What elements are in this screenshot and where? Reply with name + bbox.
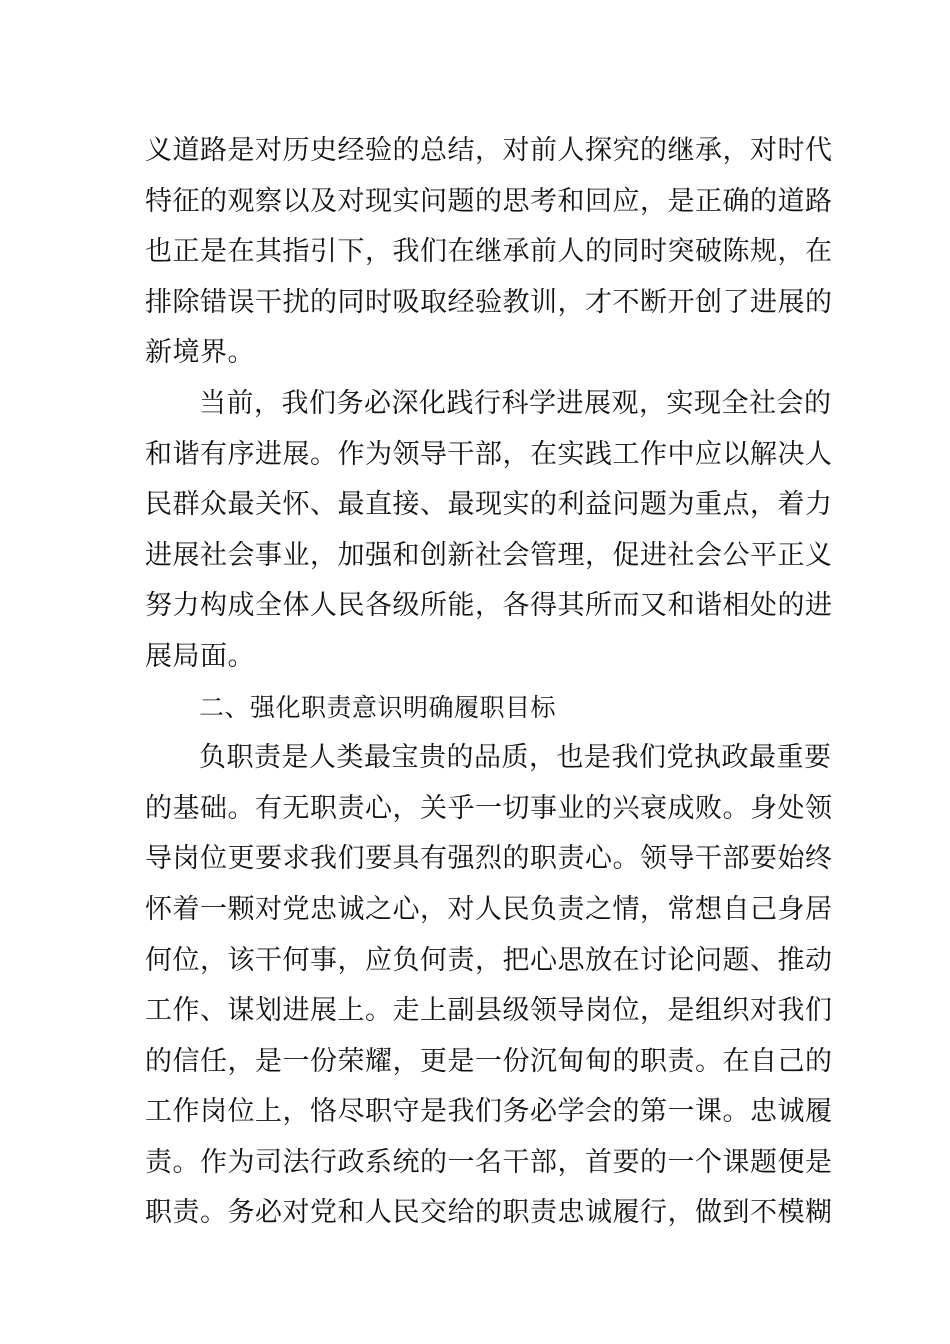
text-line: 努力构成全体人民各级所能，各得其所而又和谐相处的进 <box>145 590 833 622</box>
text-line: 何位，该干何事，应负何责，把心思放在讨论问题、推动 <box>145 944 833 976</box>
paragraph-start-line: 负职责是人类最宝贵的品质，也是我们党执政最重要 <box>199 742 832 774</box>
text-line: 进展社会事业，加强和创新社会管理，促进社会公平正义 <box>145 539 833 571</box>
text-line: 工作岗位上，恪尽职守是我们务必学会的第一课。忠诚履 <box>145 1096 833 1128</box>
paragraph-start-line: 当前，我们务必深化践行科学进展观，实现全社会的 <box>199 387 832 419</box>
text-line: 也正是在其指引下，我们在继承前人的同时突破陈规，在 <box>145 236 833 268</box>
text-line: 新境界。 <box>145 337 255 369</box>
text-line: 民群众最关怀、最直接、最现实的利益问题为重点，着力 <box>145 489 833 521</box>
text-line: 责。作为司法行政系统的一名干部，首要的一个课题便是 <box>145 1146 833 1178</box>
text-line: 职责。务必对党和人民交给的职责忠诚履行，做到不模糊 <box>145 1197 833 1229</box>
text-line: 导岗位更要求我们要具有强烈的职责心。领导干部要始终 <box>145 843 833 875</box>
text-line: 的基础。有无职责心，关乎一切事业的兴衰成败。身处领 <box>145 792 833 824</box>
text-line: 义道路是对历史经验的总结，对前人探究的继承，对时代 <box>145 135 833 166</box>
document-body <box>145 126 833 1239</box>
text-line: 特征的观察以及对现实问题的思考和回应，是正确的道路 <box>145 185 833 217</box>
text-line: 工作、谋划进展上。走上副县级领导岗位，是组织对我们 <box>145 995 833 1027</box>
text-line: 和谐有序进展。作为领导干部，在实践工作中应以解决人 <box>145 438 833 470</box>
text-line: 展局面。 <box>145 640 255 672</box>
section-heading: 二、强化职责意识明确履职目标 <box>199 692 557 722</box>
text-line: 的信任，是一份荣耀，更是一份沉甸甸的职责。在自己的 <box>145 1045 833 1077</box>
text-line: 怀着一颗对党忠诚之心，对人民负责之情，常想自己身居 <box>145 893 833 925</box>
text-line: 排除错误干扰的同时吸取经验教训，才不断开创了进展的 <box>145 286 833 318</box>
